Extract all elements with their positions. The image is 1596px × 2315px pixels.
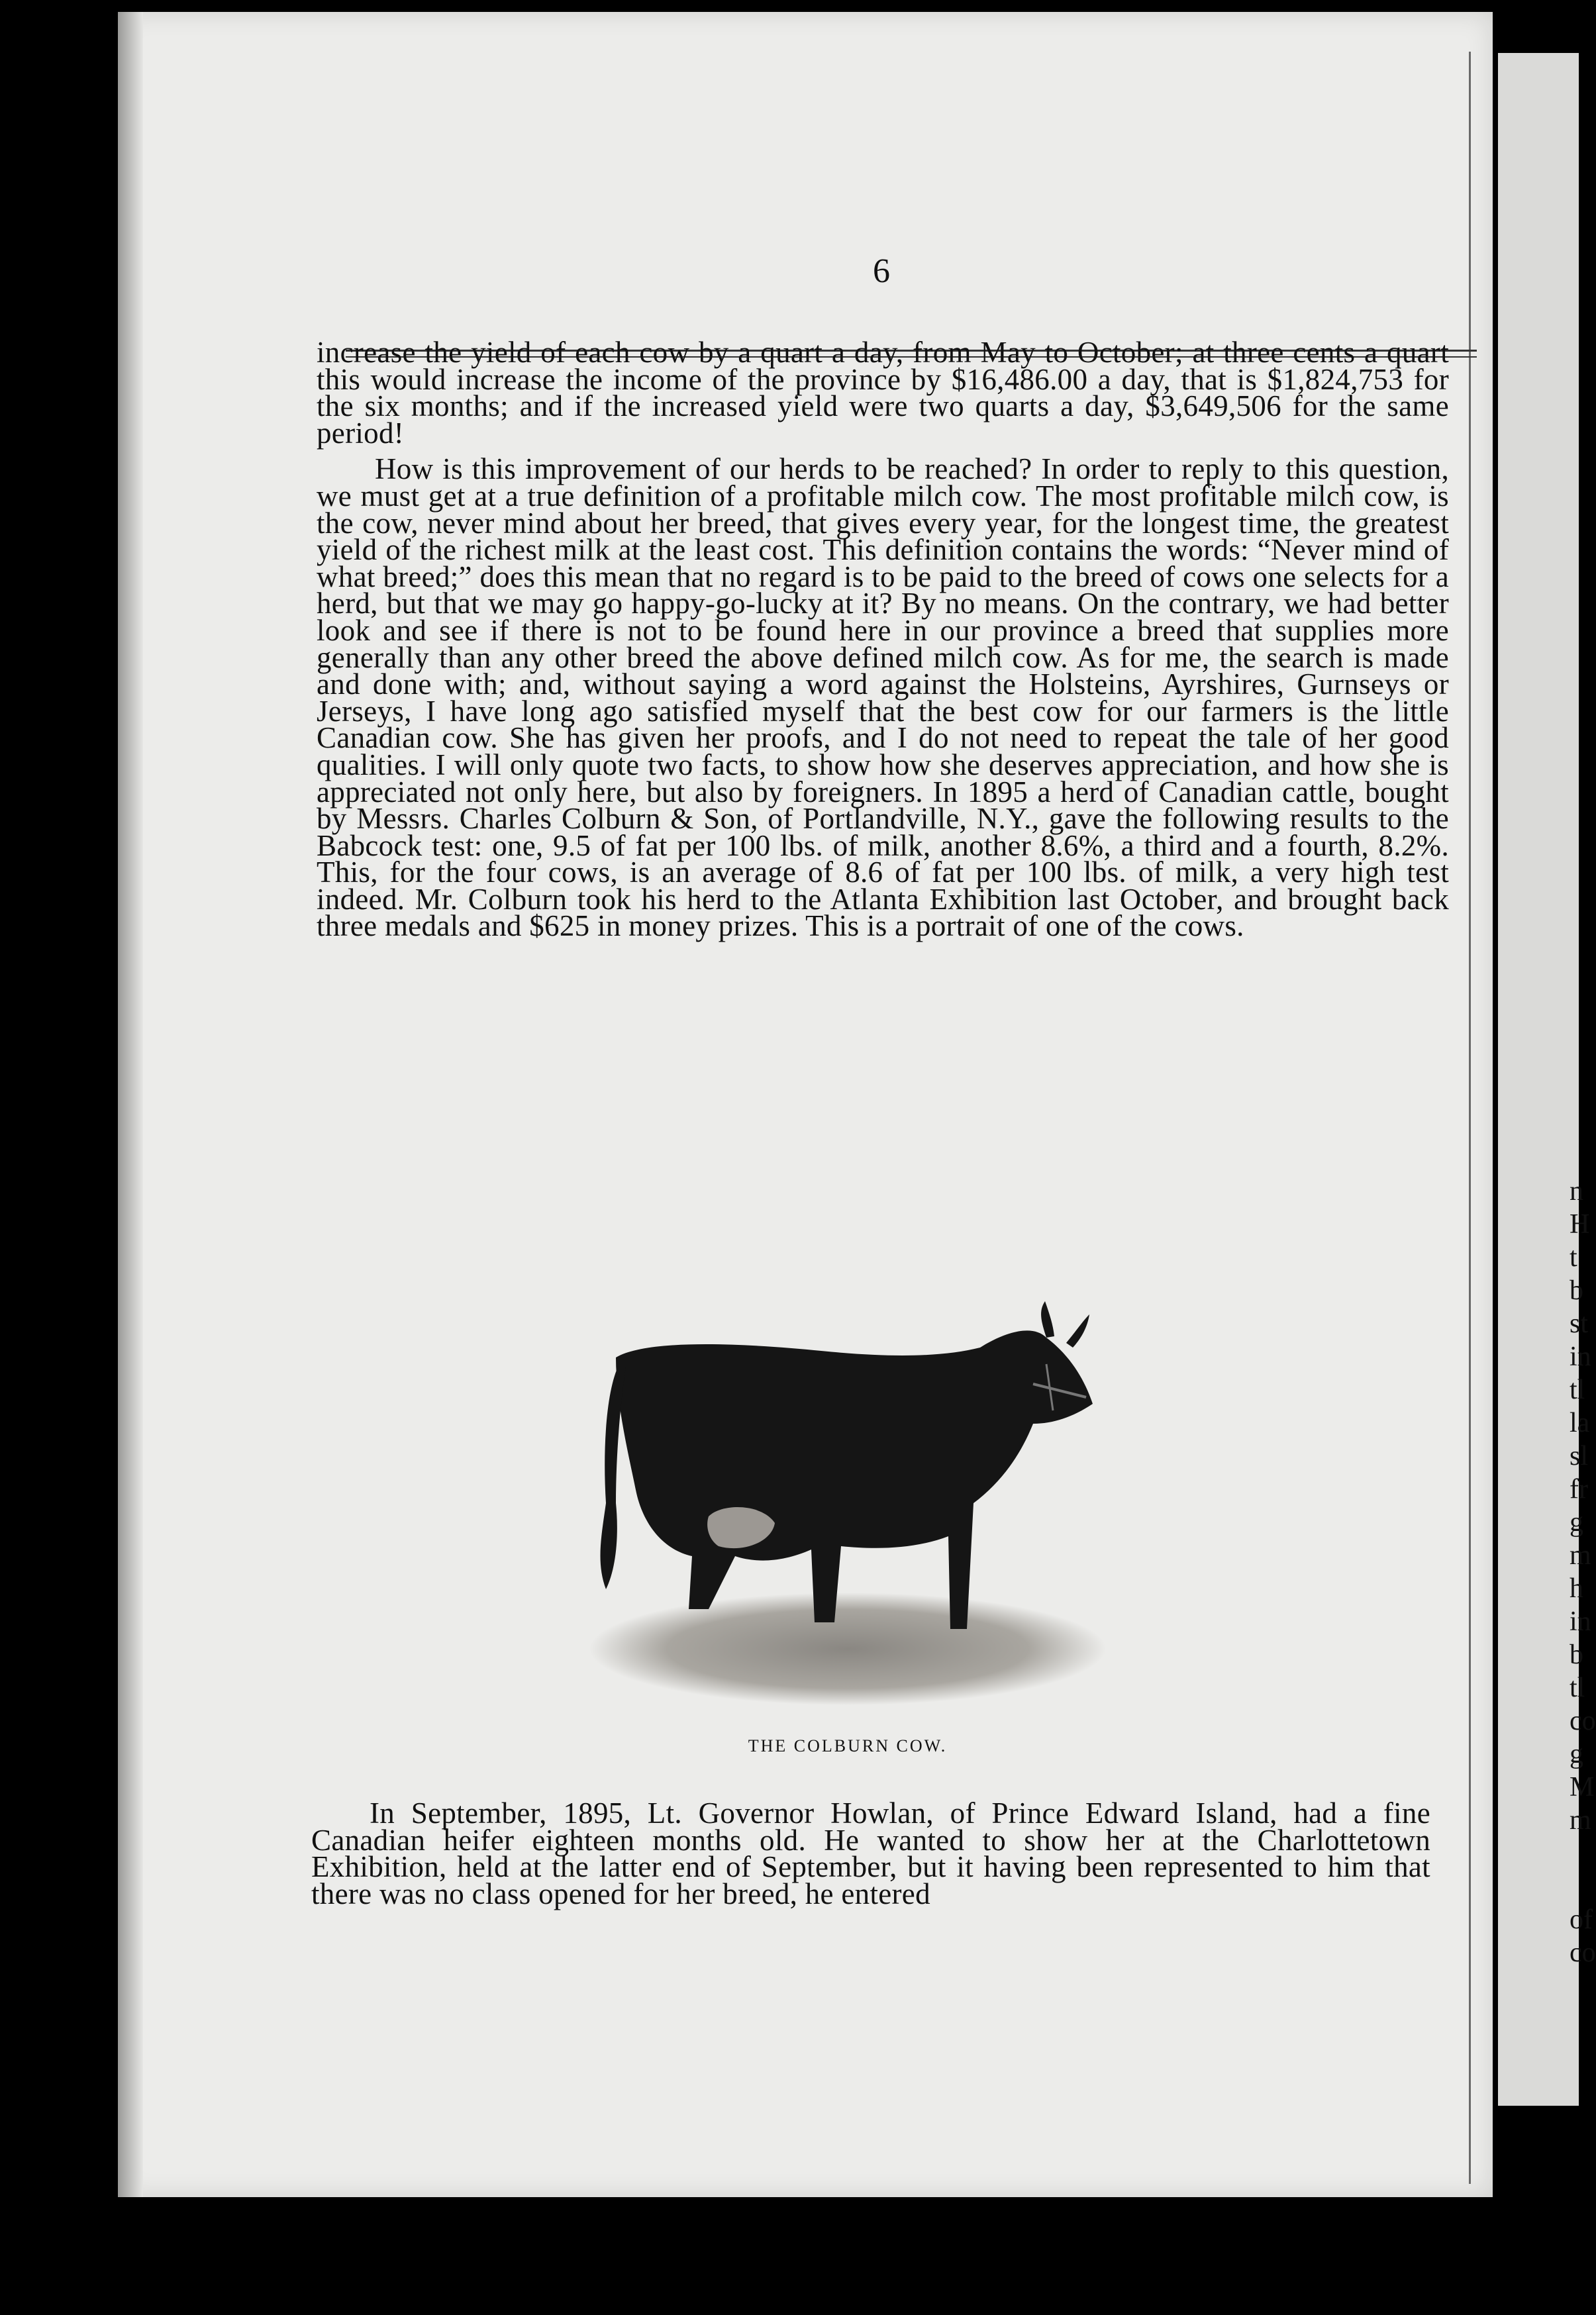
adjacent-page-fragment: n <box>1570 1176 1583 1207</box>
adjacent-page-edge <box>1498 53 1596 2106</box>
adjacent-page-fragment: tl <box>1570 1375 1585 1405</box>
adjacent-page-fragment: st <box>1570 1308 1589 1339</box>
adjacent-page-fragment: co <box>1570 1706 1596 1736</box>
cow-horn <box>1041 1301 1054 1338</box>
article-text-upper <box>317 336 1449 943</box>
article-text-lower <box>311 1797 1430 1910</box>
adjacent-page-fragment: in <box>1570 1342 1591 1372</box>
paragraph-continued: increase the yield of each cow by a quart a day, from May to October; at three cents a quart this would increase the income of the province by $16,486.00 a day, that is $1,824,753 for the six months; and if the increased yield were two quarts a day, $3,649,506 for the same period! <box>317 336 1449 450</box>
adjacent-page-fragment: M <box>1570 1772 1595 1802</box>
cow-horn <box>1066 1314 1089 1348</box>
adjacent-page-fragment: in <box>1570 1606 1591 1637</box>
adjacent-page-fragment: la <box>1570 1408 1590 1438</box>
adjacent-page-fragment: sl <box>1570 1441 1589 1471</box>
adjacent-page-fragment: m <box>1570 1805 1591 1836</box>
cow-body <box>616 1330 1093 1629</box>
paragraph-heifer: In September, 1895, Lt. Governor Howlan, of Prince Edward Island, had a fine Canadian heifer eighteen months old. He wanted to show her at the Charlottetown Exhibition, held at the latter end of September, but it having been represented to him that there was no class opened for her breed, he entered <box>311 1797 1430 1910</box>
adjacent-page-fragment: H <box>1570 1209 1590 1240</box>
ground-patch <box>589 1593 1106 1705</box>
adjacent-page-fragment: g <box>1570 1739 1583 1769</box>
figure-caption: THE COLBURN COW. <box>748 1736 948 1755</box>
page-border-line <box>1469 52 1471 2184</box>
adjacent-page-fragment: of <box>1570 1904 1593 1935</box>
adjacent-page-fragment: g <box>1570 1507 1583 1538</box>
adjacent-page-fragment: tl <box>1570 1673 1585 1703</box>
binding-shadow <box>118 12 143 2197</box>
page-number: 6 <box>873 252 890 290</box>
adjacent-page-fragment: co <box>1570 1938 1596 1968</box>
adjacent-page-fragment: b <box>1570 1640 1583 1670</box>
adjacent-page-fragment: t <box>1570 1242 1577 1273</box>
paragraph-definition: How is this improvement of our herds to be reached? In order to reply to this question, we must get at a true definition of a profitable milch cow. The most profitable milch cow, is the cow, never mind about her breed, that gives every year, for the longest time, the greatest yield of the richest milk at the least cost. This definition contains the words: “Never mind of what breed;” does this mean that no regard is to be paid to the breed of cows one selects for a herd, but that we may go happy-go-lucky at it? By no means. On the contrary, we had better look and see if there is not to be found here in our province a breed that supplies more generally than any other breed the above defined milch cow. As for me, the search is made and done with; and, without saying a word against the Holsteins, Ayrshires, Gurnseys or Jerseys, I have long ago satisfied myself that the best cow for our farmers is the little Canadian cow. She has given her proofs, and I do not need to repeat the tale of her good qualities. I will only quote two facts, to show how she deserves appreciation, and how she is appreciated not only here, but also by foreigners. In 1895 a herd of Canadian cattle, bought by Messrs. Charles Colburn & Son, of Portlandville, N.Y., gave the following results to the Babcock test: one, 9.5 of fat per 100 lbs. of milk, another 8.6%, a third and a fourth, 8.2%. This, for the four cows, is an average of 8.6 of fat per 100 lbs. of milk, a very high test indeed. Mr. Colburn took his herd to the Atlanta Exhibition last October, and brought back three medals and $625 in money prizes. This is a portrait of one of the cows. <box>317 452 1449 943</box>
adjacent-page-fragment: fr <box>1570 1474 1588 1504</box>
adjacent-page-fragment: m <box>1570 1540 1591 1571</box>
cow-engraving <box>543 1285 1179 1748</box>
adjacent-page-fragment: h <box>1570 1573 1583 1604</box>
cow-illustration <box>543 1285 1179 1748</box>
adjacent-page-fragment: b <box>1570 1275 1583 1306</box>
